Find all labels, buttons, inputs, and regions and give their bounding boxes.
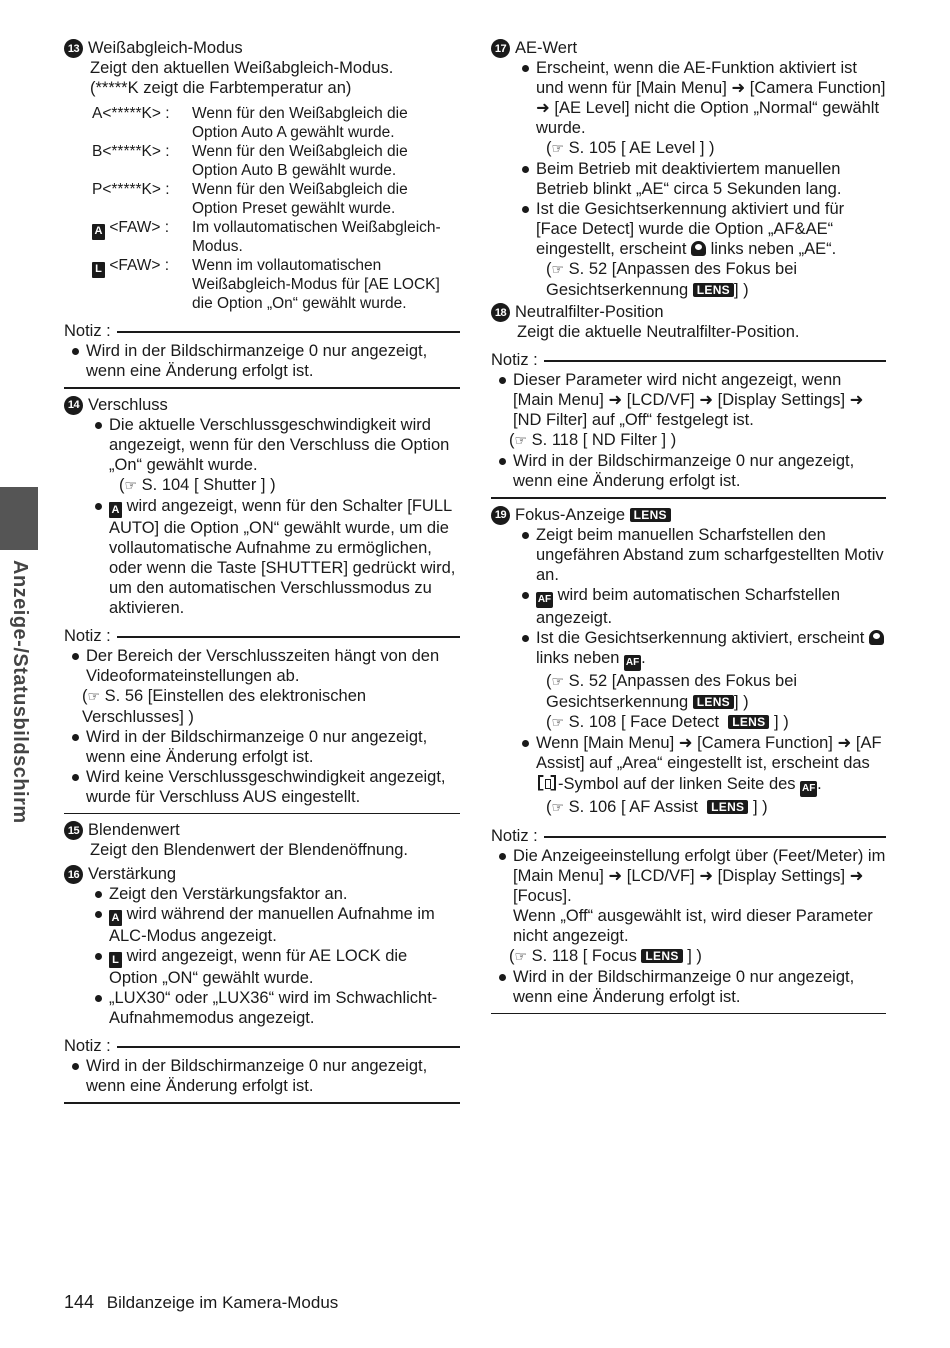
bullet-item: A wird angezeigt, wenn für den Schalter [FULL AUTO] die Option „ON“ gewählt wurde, um die vollautomatische Aufnahme zu ermöglichen, oder wenn die Taste [SHUTTER] gedrückt wird, um den automatischen Verschlussmodus zu aktivieren. — [109, 496, 460, 618]
desc-line: Zeigt den aktuellen Weißabgleich-Modus. — [90, 59, 394, 77]
section-title: Verstärkung — [88, 865, 177, 883]
note-label: Notiz : — [491, 351, 538, 369]
wb-value: Wenn für den Weißabgleich die Option Preset gewählt wurde. — [192, 181, 408, 217]
section-shutter — [64, 395, 460, 618]
page-reference: (☞ S. 104 [ Shutter ] ) — [119, 475, 276, 494]
section-aperture — [64, 820, 460, 860]
note-item: Die Anzeigeeinstellung erfolgt über (Feet/Meter) im [Main Menu] ➜ [LCD/VF] ➜ [Display Settings] ➜ [Focus]. Wenn „Off“ ausgewählt ist, wird dieser Parameter nicht angezeigt. (☞ S. 118 [ Focus LENS ] ) — [509, 846, 886, 965]
reference-hand-icon: ☞ — [551, 799, 565, 816]
section-title: AE-Wert — [515, 39, 578, 57]
af-icon: AF — [536, 592, 553, 608]
note-label: Notiz : — [491, 826, 538, 845]
reference-hand-icon: ☞ — [514, 433, 528, 449]
page-footer — [64, 1292, 338, 1313]
bullet-item: Erscheint, wenn die AE-Funktion aktiviert ist und wenn für [Main Menu] ➜ [Camera Function] ➜ [AE Level] nicht die Option „Normal“ gewählt wurde. (☞ S. 105 [ AE Level ] ) — [536, 59, 886, 157]
section-nd-filter — [491, 302, 886, 342]
note-box — [491, 350, 886, 499]
note-box — [64, 1036, 460, 1104]
note-label: Notiz : — [64, 626, 111, 645]
left-column — [64, 38, 460, 1104]
note-item: Wird in der Bildschirmanzeige 0 nur angezeigt, wenn eine Änderung erfolgt ist. — [86, 727, 460, 767]
note-item: Wird in der Bildschirmanzeige 0 nur angezeigt, wenn eine Änderung erfolgt ist. — [86, 1056, 460, 1096]
note-item: Der Bereich der Verschlusszeiten hängt von den Videoformateinstellungen ab. (☞ S. 56 [Einstellen des elektronischen Verschlusses] ) — [86, 646, 460, 727]
item-number-16: 16 — [64, 865, 83, 884]
note-item: Wird in der Bildschirmanzeige 0 nur angezeigt, wenn eine Änderung erfolgt ist. — [513, 967, 886, 1007]
auto-icon: A — [109, 910, 122, 926]
desc-line: (*****K zeigt die Farbtemperatur an) — [90, 79, 352, 97]
reference-hand-icon: ☞ — [551, 141, 565, 157]
wb-key: B<*****K> : — [92, 143, 170, 160]
bullet-item: Zeigt beim manuellen Scharfstellen den ungefähren Abstand zum scharfgestellten Motiv an. — [536, 525, 886, 585]
section-focus-display — [491, 505, 886, 818]
reference-hand-icon: ☞ — [514, 948, 528, 965]
af-icon: AF — [624, 655, 641, 671]
lens-badge: LENS — [707, 800, 748, 814]
section-ae-level — [491, 38, 886, 300]
reference-hand-icon: ☞ — [551, 673, 565, 690]
page-reference: (☞ S. 52 [Anpassen des Fokus bei Gesichtserkennung LENS ] ) — [546, 671, 798, 711]
note-label: Notiz : — [64, 1037, 111, 1055]
page-reference: (☞ S. 118 [ Focus LENS ] ) — [509, 946, 702, 965]
section-description: Zeigt die aktuelle Neutralfilter-Position. — [517, 323, 800, 341]
side-chapter-label: Anzeige-/Statusbildschirm — [9, 560, 31, 824]
note-box — [64, 626, 460, 815]
page-reference: (☞ S. 106 [ AF Assist LENS ] ) — [546, 797, 768, 816]
lens-badge: LENS — [693, 283, 734, 297]
wb-value: Wenn für den Weißabgleich die Option Auto A gewählt wurde. — [192, 105, 408, 141]
section-description: Zeigt den Blendenwert der Blendenöffnung. — [90, 841, 409, 859]
section-title: Weißabgleich-Modus — [88, 39, 243, 57]
section-title: Verschluss — [88, 395, 168, 414]
note-box — [491, 826, 886, 1015]
page-reference: (☞ S. 118 [ ND Filter ] ) — [509, 431, 677, 449]
wb-value: Im vollautomatischen Weißabgleich- Modus. — [192, 219, 441, 255]
white-balance-table — [64, 104, 460, 313]
section-gain — [64, 864, 460, 1028]
item-number-18: 18 — [491, 303, 510, 322]
bullet-item: Ist die Gesichtserkennung aktiviert und für [Face Detect] wurde die Option „AF&AE“ eingestellt, erscheint links neben „AE“. (☞ S. 52 [Anpassen des Fokus bei Gesichtserkennung LENS ] ) — [536, 199, 886, 300]
section-title: Blendenwert — [88, 821, 180, 839]
auto-icon: A — [109, 502, 122, 518]
bullet-item: L wird angezeigt, wenn für AE LOCK die Option „ON“ gewählt wurde. — [109, 946, 460, 988]
item-number-17: 17 — [491, 39, 510, 58]
wb-value: Wenn im vollautomatischen Weißabgleich-Modus für [AE LOCK] die Option „On“ gewählt wurde. — [192, 257, 440, 312]
section-title: Fokus-Anzeige LENS — [515, 505, 671, 525]
lock-icon: L — [92, 262, 105, 278]
bullet-item: Wenn [Main Menu] ➜ [Camera Function] ➜ [AF Assist] auf „Area“ eingestellt ist, erscheint das -Symbol auf der linken Seite des AF . (☞ S. 106 [ AF Assist LENS ] ) — [536, 733, 886, 818]
note-item: Wird in der Bildschirmanzeige 0 nur angezeigt, wenn eine Änderung erfolgt ist. — [513, 451, 886, 491]
item-number-13: 13 — [64, 39, 83, 58]
reference-hand-icon: ☞ — [551, 714, 565, 731]
bullet-item: Ist die Gesichtserkennung aktiviert, erscheint links neben AF . (☞ S. 52 [Anpassen des Fokus bei Gesichtserkennung LENS ] ) (☞ S. 108 [ Face Detect LENS ] ) — [536, 628, 886, 733]
note-box — [64, 321, 460, 389]
note-item: Wird keine Verschlussgeschwindigkeit angezeigt, wurde für Verschluss AUS eingestellt. — [86, 767, 460, 807]
footer-title: Bildanzeige im Kamera-Modus — [106, 1293, 339, 1312]
bullet-item: Zeigt den Verstärkungsfaktor an. — [109, 884, 460, 904]
lock-icon: L — [109, 952, 122, 968]
lens-badge: LENS — [693, 695, 734, 709]
lens-badge: LENS — [728, 715, 769, 729]
page-reference: (☞ S. 108 [ Face Detect LENS ] ) — [546, 712, 789, 731]
page-number: 144 — [64, 1292, 95, 1312]
note-label: Notiz : — [64, 322, 111, 340]
section-description — [64, 58, 460, 98]
lens-badge: LENS — [630, 508, 671, 522]
note-item: Dieser Parameter wird nicht angezeigt, wenn [Main Menu] ➜ [LCD/VF] ➜ [Display Settings] ➜ [ND Filter] auf „Off“ festgelegt ist. (☞ S. 118 [ ND Filter ] ) — [513, 370, 886, 451]
focus-area-icon — [536, 773, 558, 793]
auto-icon: A — [92, 224, 105, 240]
reference-hand-icon: ☞ — [551, 262, 565, 278]
page-reference: (☞ S. 52 [Anpassen des Fokus bei Gesichtserkennung LENS ] ) — [546, 260, 798, 299]
side-tab-marker — [0, 487, 38, 550]
reference-hand-icon: ☞ — [87, 688, 101, 705]
section-white-balance — [64, 38, 460, 313]
item-number-15: 15 — [64, 821, 83, 840]
note-item: Wird in der Bildschirmanzeige 0 nur angezeigt, wenn eine Änderung erfolgt ist. — [86, 341, 460, 381]
bullet-item: Beim Betrieb mit deaktiviertem manuellen Betrieb blinkt „AE“ circa 5 Sekunden lang. — [536, 159, 886, 199]
page-reference: (☞ S. 56 [Einstellen des elektronischen Verschlusses] ) — [82, 686, 367, 726]
item-number-14: 14 — [64, 396, 83, 415]
bullet-item: „LUX30“ oder „LUX36“ wird im Schwachlicht-Aufnahmemodus angezeigt. — [109, 988, 460, 1028]
page-reference: (☞ S. 105 [ AE Level ] ) — [546, 139, 715, 157]
section-title: Neutralfilter-Position — [515, 303, 664, 321]
af-icon: AF — [800, 781, 817, 797]
face-detect-icon — [691, 241, 706, 256]
item-number-19: 19 — [491, 506, 510, 525]
lens-badge: LENS — [641, 949, 682, 963]
wb-value: Wenn für den Weißabgleich die Option Auto B gewählt wurde. — [192, 143, 408, 179]
wb-key: A <FAW> : — [92, 218, 192, 256]
bullet-item: Die aktuelle Verschlussgeschwindigkeit wird angezeigt, wenn für den Verschluss die Option „On“ gewählt wurde. (☞ S. 104 [ Shutter ] ) — [109, 415, 460, 496]
right-column — [491, 38, 886, 1014]
reference-hand-icon: ☞ — [124, 477, 138, 494]
wb-key: A<*****K> : — [92, 105, 170, 122]
face-detect-icon — [869, 630, 884, 645]
bullet-item: A wird während der manuellen Aufnahme im ALC-Modus angezeigt. — [109, 904, 460, 946]
bullet-item: AF wird beim automatischen Scharfstellen angezeigt. — [536, 585, 886, 628]
wb-key: L <FAW> : — [92, 256, 192, 313]
wb-key: P<*****K> : — [92, 181, 170, 198]
